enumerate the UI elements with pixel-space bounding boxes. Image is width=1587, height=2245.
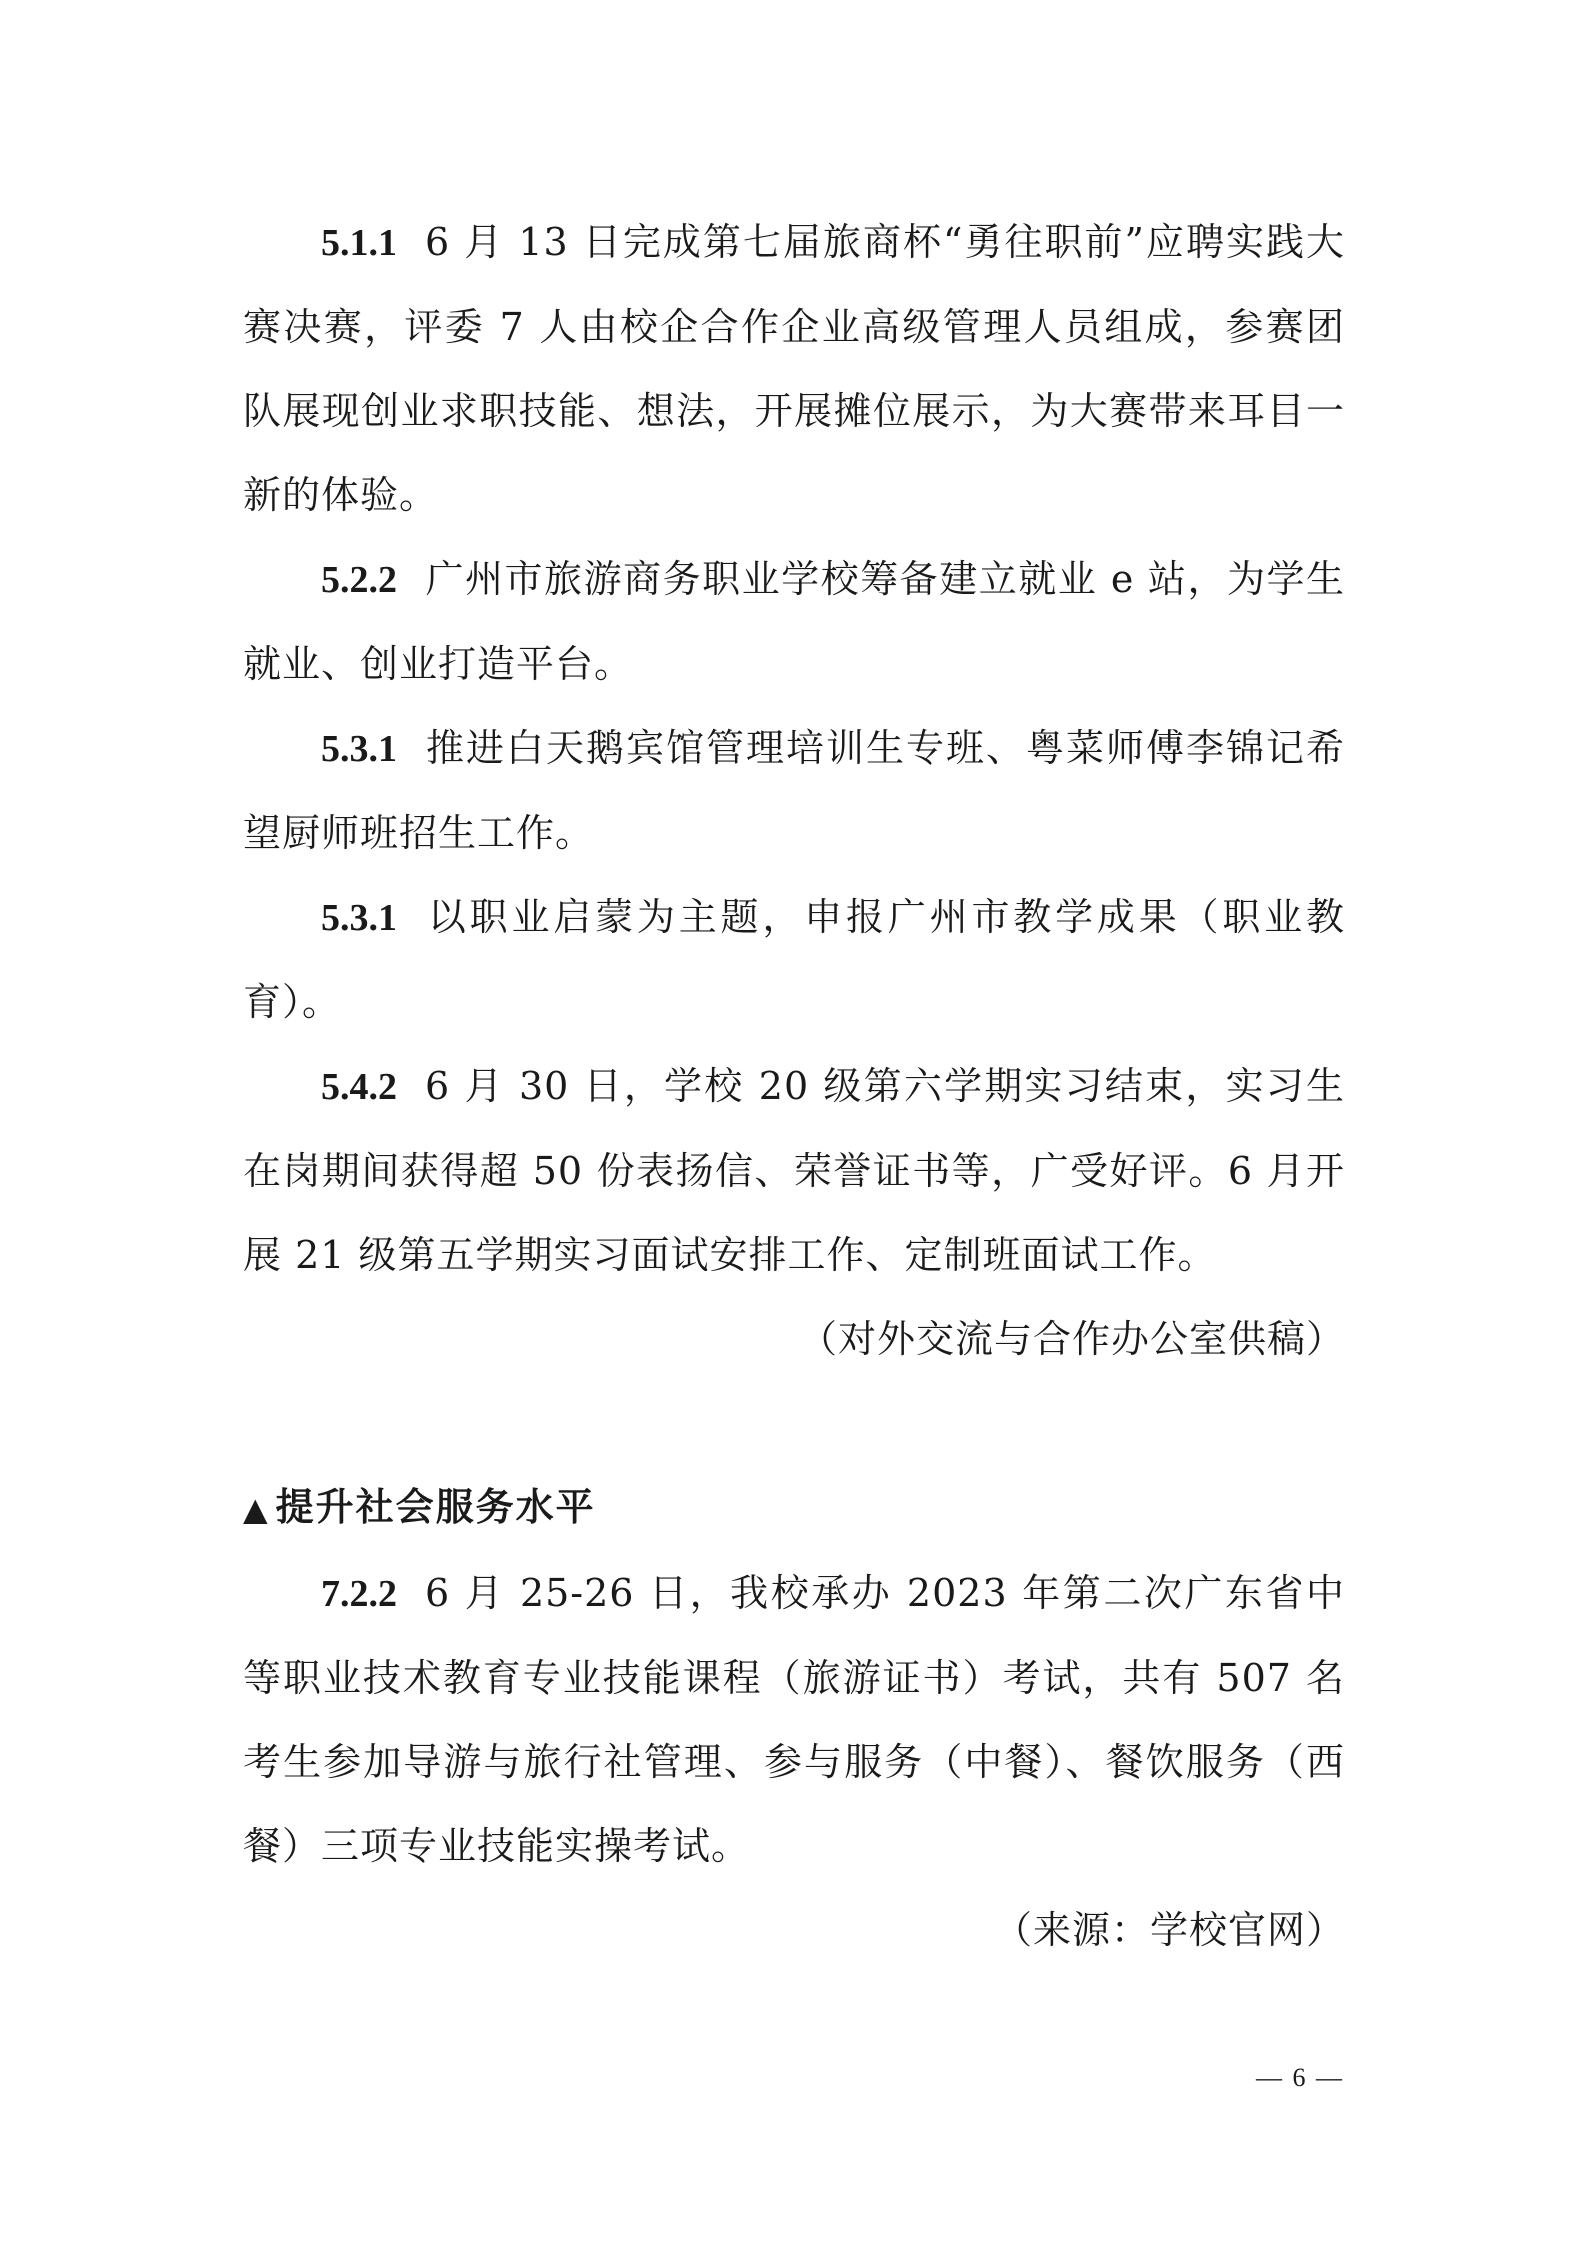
paragraph-5-1-1 [243,200,1345,537]
page-content [243,200,1345,1972]
item-number: 5.2.2 [321,559,397,601]
item-number: 5.1.1 [321,222,397,264]
triangle-icon: ▲ [243,1490,270,1528]
item-text: 6 月 13 日完成第七届旅商杯“勇往职前”应聘实践大赛决赛，评委 7 人由校企合作企业高级管理人员组成，参赛团队展现创业求职技能、想法，开展摊位展示，为大赛带来耳目一新的体验。 [243,220,1345,517]
item-text: 6 月 25-26 日，我校承办 2023 年第二次广东省中等职业技术教育专业技能课程（旅游证书）考试，共有 507 名考生参加导游与旅行社管理、参与服务（中餐）、餐饮服务（西餐）三项专业技能实操考试。 [243,1571,1345,1868]
section-title: 提升社会服务水平 [275,1485,596,1529]
item-text: 6 月 30 日，学校 20 级第六学期实习结束，实习生在岗期间获得超 50 份表扬信、荣誉证书等，广受好评。6 月开展 21 级第五学期实习面试安排工作、定制班面试工作。 [243,1064,1345,1277]
item-number: 5.3.1 [321,897,397,939]
item-number: 7.2.2 [321,1573,397,1615]
item-text: 以职业启蒙为主题，申报广州市教学成果（职业教育）。 [243,895,1345,1024]
source-attribution-office: （对外交流与合作办公室供稿） [798,1317,1345,1361]
paragraph-5-2-2 [243,537,1345,706]
item-number: 5.4.2 [321,1066,397,1108]
item-text: 推进白天鹅宾馆管理培训生专班、粤菜师傅李锦记希望厨师班招生工作。 [243,726,1345,855]
paragraph-5-3-1-a [243,706,1345,875]
page-number: — 6 — [1256,2063,1344,2092]
paragraph-7-2-2 [243,1551,1345,1888]
paragraph-5-3-1-b [243,875,1345,1044]
paragraph-5-4-2 [243,1044,1345,1297]
section-heading [243,1465,1345,1551]
source-attribution-website: （来源：学校官网） [993,1908,1345,1952]
item-number: 5.3.1 [321,728,397,770]
item-text: 广州市旅游商务职业学校筹备建立就业 e 站，为学生就业、创业打造平台。 [243,557,1345,686]
